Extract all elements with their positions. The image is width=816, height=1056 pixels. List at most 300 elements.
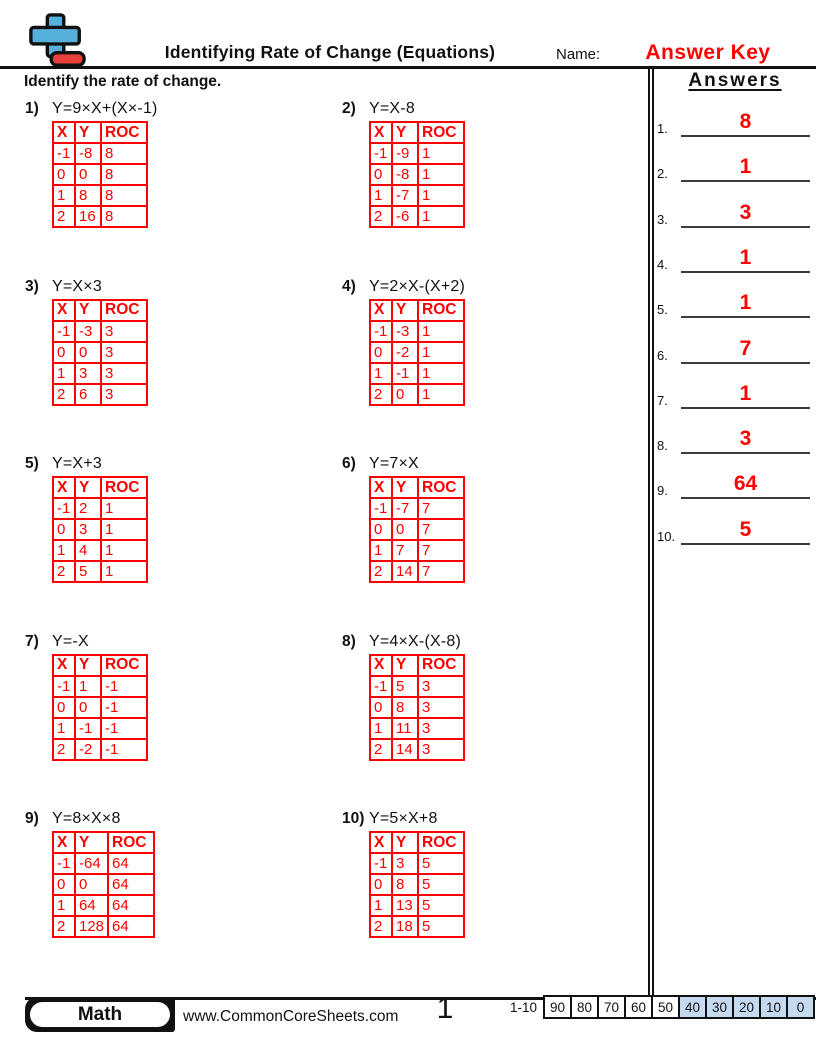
table-cell: -8	[392, 164, 418, 185]
instruction-text: Identify the rate of change.	[24, 73, 222, 90]
table-cell: 1	[101, 519, 147, 540]
answer-line	[681, 428, 810, 454]
table-row	[370, 739, 464, 760]
answer-value: 1	[739, 155, 752, 179]
table-cell: -3	[392, 321, 418, 342]
table-row	[370, 916, 464, 937]
table-header-x: X	[53, 832, 75, 853]
table-cell: -3	[75, 321, 101, 342]
score-cell: 30	[705, 995, 734, 1019]
table-cell: 3	[418, 739, 464, 760]
table-cell: 2	[370, 916, 392, 937]
table-cell: -1	[75, 718, 101, 739]
table-header-y: Y	[75, 300, 101, 321]
table-cell: -2	[75, 739, 101, 760]
table-header-row	[370, 832, 464, 853]
roc-table	[369, 121, 465, 228]
table-cell: 13	[392, 895, 418, 916]
table-row	[370, 676, 464, 697]
table-cell: -1	[101, 676, 147, 697]
table-cell: 5	[418, 895, 464, 916]
table-header-y: Y	[75, 832, 108, 853]
table-cell: 64	[75, 895, 108, 916]
answer-key-text: Answer Key	[645, 41, 771, 64]
answer-line	[681, 247, 810, 273]
score-range-label: 1-10	[509, 999, 537, 1015]
table-cell: -1	[392, 363, 418, 384]
table-header-x: X	[53, 477, 75, 498]
roc-table	[52, 299, 148, 406]
table-cell: 0	[53, 164, 75, 185]
table-cell: 3	[392, 853, 418, 874]
table-cell: 1	[370, 718, 392, 739]
table-header-row	[53, 300, 147, 321]
equation-text: Y=X-8	[369, 100, 415, 117]
table-cell: -7	[392, 498, 418, 519]
table-cell: -1	[53, 321, 75, 342]
answer-line	[681, 111, 810, 137]
score-cell: 40	[678, 995, 707, 1019]
table-row	[53, 895, 154, 916]
table-row	[370, 697, 464, 718]
table-row	[53, 540, 147, 561]
answer-line	[681, 156, 810, 182]
answer-value: 3	[739, 200, 752, 224]
problem-block	[342, 455, 465, 583]
table-row	[53, 498, 147, 519]
answer-item	[654, 324, 814, 364]
problem-number: 5)	[25, 455, 39, 472]
table-row	[53, 874, 154, 895]
table-cell: -1	[370, 853, 392, 874]
table-row	[53, 916, 154, 937]
score-cell: 20	[732, 995, 761, 1019]
table-row	[370, 718, 464, 739]
problem-number: 7)	[25, 632, 39, 650]
table-cell: 0	[370, 519, 392, 540]
table-cell: -1	[53, 143, 75, 164]
problem-block	[342, 278, 465, 406]
equation-text: Y=-X	[52, 632, 89, 650]
table-header-roc: ROC	[101, 300, 147, 321]
table-cell: 1	[101, 540, 147, 561]
table-cell: 1	[418, 384, 464, 405]
table-header-x: X	[370, 832, 392, 853]
table-cell: 7	[418, 540, 464, 561]
table-cell: 7	[418, 561, 464, 582]
table-header-roc: ROC	[418, 300, 464, 321]
table-header-y: Y	[392, 832, 418, 853]
table-cell: 1	[418, 363, 464, 384]
table-cell: 3	[101, 342, 147, 363]
answer-item	[654, 414, 814, 454]
table-cell: 1	[53, 540, 75, 561]
score-cell: 90	[543, 995, 572, 1019]
table-cell: 3	[75, 363, 101, 384]
table-cell: 2	[370, 206, 392, 227]
table-cell: -1	[370, 498, 392, 519]
table-header-y: Y	[392, 655, 418, 676]
table-row	[53, 363, 147, 384]
table-cell: 0	[392, 384, 418, 405]
table-row	[53, 206, 147, 227]
answer-item	[654, 278, 814, 318]
problem-number: 10)	[342, 810, 365, 827]
table-cell: 2	[53, 384, 75, 405]
table-header-row	[370, 122, 464, 143]
table-header-roc: ROC	[418, 832, 464, 853]
table-cell: -8	[75, 143, 101, 164]
table-cell: 1	[53, 185, 75, 206]
answer-value: 1	[739, 245, 752, 269]
table-cell: 1	[370, 895, 392, 916]
table-row	[370, 321, 464, 342]
problem-number: 4)	[342, 277, 356, 295]
score-cells	[543, 995, 815, 1019]
table-header-y: Y	[75, 122, 101, 143]
website-url: www.CommonCoreSheets.com	[183, 1008, 399, 1025]
table-cell: 3	[75, 519, 101, 540]
table-cell: 7	[418, 498, 464, 519]
answer-item	[654, 369, 814, 409]
table-row	[370, 895, 464, 916]
table-cell: -1	[101, 718, 147, 739]
table-header-x: X	[53, 122, 75, 143]
header-divider-line	[0, 66, 816, 69]
table-cell: 64	[108, 874, 154, 895]
table-cell: 0	[53, 342, 75, 363]
table-cell: 2	[53, 916, 75, 937]
table-row	[370, 519, 464, 540]
table-row	[53, 718, 147, 739]
table-cell: 0	[53, 519, 75, 540]
table-header-row	[370, 477, 464, 498]
table-header-row	[53, 832, 154, 853]
problem-block	[342, 100, 465, 228]
answer-line	[681, 202, 810, 228]
answer-item	[654, 505, 814, 545]
answer-line	[681, 292, 810, 318]
table-header-y: Y	[392, 300, 418, 321]
table-header-x: X	[370, 122, 392, 143]
table-row	[370, 498, 464, 519]
table-row	[53, 561, 147, 582]
score-cell: 50	[651, 995, 680, 1019]
problem-block	[25, 633, 148, 761]
table-header-roc: ROC	[101, 122, 147, 143]
answer-number: 9.	[657, 483, 668, 499]
table-cell: 7	[392, 540, 418, 561]
table-cell: 0	[75, 164, 101, 185]
answer-number: 3.	[657, 211, 668, 227]
table-row	[370, 540, 464, 561]
answers-title: Answers	[688, 70, 782, 91]
equation-text: Y=7×X	[369, 455, 419, 472]
table-cell: 64	[108, 895, 154, 916]
table-cell: -1	[53, 498, 75, 519]
answer-line	[681, 473, 810, 499]
table-row	[370, 874, 464, 895]
table-cell: 1	[101, 498, 147, 519]
table-cell: 6	[75, 384, 101, 405]
answer-value: 1	[739, 291, 752, 315]
table-cell: 2	[53, 739, 75, 760]
table-cell: 0	[75, 874, 108, 895]
answer-value: 1	[739, 381, 752, 405]
table-cell: 3	[101, 363, 147, 384]
roc-table	[52, 121, 148, 228]
table-cell: 1	[370, 363, 392, 384]
table-row	[53, 853, 154, 874]
table-cell: 0	[53, 874, 75, 895]
table-cell: -6	[392, 206, 418, 227]
table-row	[370, 384, 464, 405]
table-cell: -1	[370, 676, 392, 697]
table-cell: 2	[53, 561, 75, 582]
table-cell: 14	[392, 561, 418, 582]
problem-block	[25, 278, 148, 406]
answer-value: 8	[739, 110, 752, 133]
answer-line	[681, 519, 810, 545]
table-row	[53, 342, 147, 363]
table-cell: 3	[101, 384, 147, 405]
answer-value: 3	[739, 427, 752, 451]
table-header-x: X	[370, 477, 392, 498]
equation-text: Y=5×X+8	[369, 810, 438, 827]
table-cell: 64	[108, 916, 154, 937]
table-row	[53, 739, 147, 760]
table-cell: 2	[370, 739, 392, 760]
table-cell: 3	[101, 321, 147, 342]
roc-table	[369, 476, 465, 583]
table-cell: 16	[75, 206, 101, 227]
table-cell: -2	[392, 342, 418, 363]
problem-block	[342, 810, 465, 938]
table-row	[53, 676, 147, 697]
roc-table	[369, 831, 465, 938]
table-cell: 1	[370, 540, 392, 561]
equation-text: Y=4×X-(X-8)	[369, 632, 462, 650]
answer-line	[681, 383, 810, 409]
table-header-y: Y	[75, 655, 101, 676]
table-cell: 1	[418, 164, 464, 185]
table-cell: 8	[101, 164, 147, 185]
table-cell: 1	[418, 321, 464, 342]
table-cell: 3	[418, 697, 464, 718]
table-cell: -1	[370, 321, 392, 342]
answer-value: 64	[733, 472, 758, 496]
problem-number: 8)	[342, 632, 356, 650]
table-cell: -9	[392, 143, 418, 164]
table-row	[370, 185, 464, 206]
table-header-x: X	[370, 655, 392, 676]
table-header-y: Y	[75, 477, 101, 498]
table-row	[370, 206, 464, 227]
problem-number: 9)	[25, 810, 39, 827]
table-header-x: X	[53, 300, 75, 321]
problem-number: 1)	[25, 100, 39, 117]
roc-table	[369, 299, 465, 406]
table-cell: 1	[418, 185, 464, 206]
table-cell: 4	[75, 540, 101, 561]
table-cell: -1	[53, 676, 75, 697]
table-cell: 8	[101, 206, 147, 227]
table-cell: 14	[392, 739, 418, 760]
table-row	[53, 185, 147, 206]
table-cell: 1	[53, 363, 75, 384]
equation-text: Y=X+3	[52, 455, 102, 472]
table-cell: 128	[75, 916, 108, 937]
table-header-x: X	[53, 655, 75, 676]
table-cell: 11	[392, 718, 418, 739]
score-cell: 70	[597, 995, 626, 1019]
table-cell: 0	[370, 697, 392, 718]
score-cell: 0	[786, 995, 815, 1019]
problem-block	[342, 633, 465, 761]
table-cell: 18	[392, 916, 418, 937]
score-cell: 60	[624, 995, 653, 1019]
roc-table	[52, 654, 148, 761]
answer-number: 1.	[657, 121, 668, 136]
table-cell: 2	[370, 384, 392, 405]
problem-block	[25, 455, 148, 583]
table-cell: 1	[101, 561, 147, 582]
table-cell: 1	[370, 185, 392, 206]
table-cell: 1	[75, 676, 101, 697]
answer-item	[654, 459, 814, 499]
table-cell: 2	[53, 206, 75, 227]
problem-number: 6)	[342, 455, 356, 472]
table-header-roc: ROC	[101, 477, 147, 498]
table-cell: 3	[418, 718, 464, 739]
table-cell: 8	[101, 143, 147, 164]
name-label: Name:	[556, 46, 601, 63]
table-cell: 0	[370, 342, 392, 363]
table-cell: 8	[392, 697, 418, 718]
table-cell: -1	[101, 739, 147, 760]
answer-item	[654, 233, 814, 273]
table-cell: 5	[418, 916, 464, 937]
table-cell: 1	[418, 342, 464, 363]
table-row	[53, 164, 147, 185]
table-header-roc: ROC	[418, 655, 464, 676]
answer-number: 2.	[657, 166, 668, 182]
answer-value: 7	[739, 336, 752, 360]
page-number: 1	[436, 992, 454, 1025]
table-cell: 3	[418, 676, 464, 697]
table-header-roc: ROC	[101, 655, 147, 676]
problem-block	[25, 100, 158, 228]
answer-line	[681, 338, 810, 364]
table-cell: 1	[53, 718, 75, 739]
page-title: Identifying Rate of Change (Equations)	[164, 42, 496, 62]
table-cell: 8	[392, 874, 418, 895]
score-strip	[510, 995, 815, 1019]
answer-number: 7.	[657, 392, 668, 408]
table-cell: -1	[370, 143, 392, 164]
table-row	[53, 321, 147, 342]
table-cell: 2	[370, 561, 392, 582]
answer-number: 10.	[657, 528, 676, 544]
table-cell: 0	[75, 342, 101, 363]
table-cell: 8	[101, 185, 147, 206]
table-cell: -1	[53, 853, 75, 874]
table-cell: 2	[75, 498, 101, 519]
answer-number: 6.	[657, 347, 668, 363]
answer-item	[654, 188, 814, 228]
table-row	[370, 164, 464, 185]
table-header-y: Y	[392, 477, 418, 498]
table-header-y: Y	[392, 122, 418, 143]
table-header-roc: ROC	[418, 122, 464, 143]
table-cell: -64	[75, 853, 108, 874]
table-row	[53, 143, 147, 164]
table-cell: 64	[108, 853, 154, 874]
equation-text: Y=9×X+(X×-1)	[52, 100, 158, 117]
table-cell: 5	[418, 853, 464, 874]
equation-text: Y=2×X-(X+2)	[369, 277, 466, 295]
table-cell: 8	[75, 185, 101, 206]
table-cell: 7	[418, 519, 464, 540]
table-row	[370, 853, 464, 874]
table-header-row	[53, 655, 147, 676]
table-cell: 1	[418, 143, 464, 164]
table-cell: 1	[418, 206, 464, 227]
table-row	[370, 363, 464, 384]
answer-number: 5.	[657, 302, 668, 318]
table-cell: 0	[75, 697, 101, 718]
table-row	[53, 519, 147, 540]
table-header-row	[370, 655, 464, 676]
problem-number: 2)	[342, 100, 356, 117]
table-cell: 0	[53, 697, 75, 718]
table-row	[53, 697, 147, 718]
table-cell: 0	[370, 874, 392, 895]
table-header-roc: ROC	[108, 832, 154, 853]
answer-item	[654, 97, 814, 137]
table-cell: 5	[392, 676, 418, 697]
equation-text: Y=X×3	[52, 277, 102, 295]
roc-table	[369, 654, 465, 761]
subject-label: Math	[28, 1000, 172, 1029]
table-cell: 0	[392, 519, 418, 540]
table-header-row	[53, 122, 147, 143]
score-cell: 80	[570, 995, 599, 1019]
table-cell: -7	[392, 185, 418, 206]
table-cell: 1	[53, 895, 75, 916]
table-row	[53, 384, 147, 405]
problem-number: 3)	[25, 277, 39, 295]
table-header-x: X	[370, 300, 392, 321]
table-header-row	[370, 300, 464, 321]
table-cell: 5	[75, 561, 101, 582]
answer-number: 4.	[657, 256, 668, 272]
table-cell: 0	[370, 164, 392, 185]
subject-badge	[25, 997, 175, 1032]
answer-number: 8.	[657, 438, 668, 454]
answer-value: 5	[739, 517, 752, 541]
table-cell: -1	[101, 697, 147, 718]
table-row	[370, 143, 464, 164]
table-header-row	[53, 477, 147, 498]
roc-table	[52, 476, 148, 583]
table-header-roc: ROC	[418, 477, 464, 498]
roc-table	[52, 831, 155, 938]
answer-item	[654, 142, 814, 182]
table-row	[370, 342, 464, 363]
score-cell: 10	[759, 995, 788, 1019]
table-cell: 5	[418, 874, 464, 895]
